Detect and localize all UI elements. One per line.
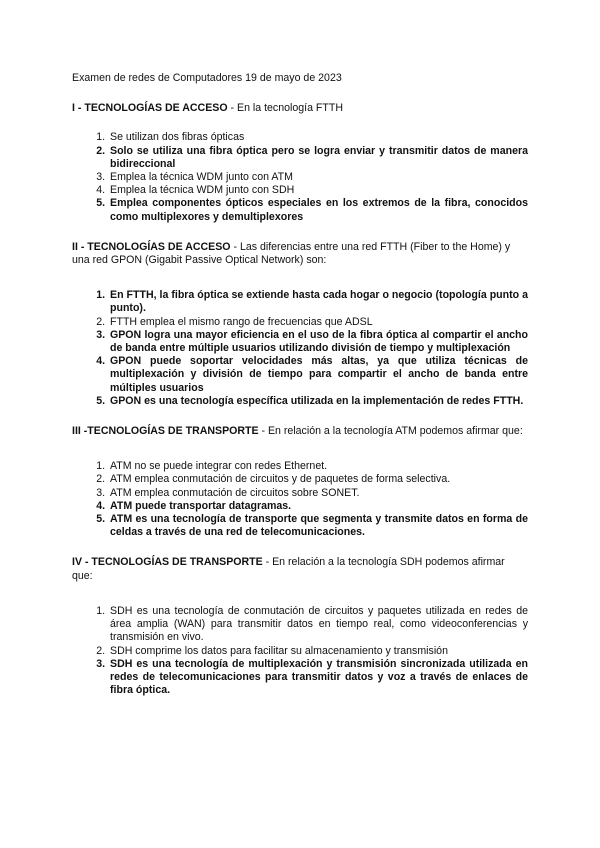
list-item: 4. Emplea la técnica WDM junto con SDH	[108, 184, 528, 197]
document-title: Examen de redes de Computadores 19 de mayo de 2023	[72, 72, 342, 84]
list-item: 4. GPON puede soportar velocidades más altas, ya que utiliza técnicas de multiplexación y división de tiempo para compartir el ancho de banda entre múltiples usuarios	[108, 355, 528, 395]
answer-list	[72, 131, 528, 223]
list-item: 3. Emplea la técnica WDM junto con ATM	[108, 171, 528, 184]
list-item: 2. SDH comprime los datos para facilitar su almacenamiento y transmisión	[108, 645, 528, 658]
section-intro: - En relación a la tecnología ATM podemos afirmar que:	[258, 425, 523, 438]
section-4	[72, 556, 528, 697]
list-item: 5. ATM es una tecnología de transporte que segmenta y transmite datos en forma de celdas a través de una red de telecomunicaciones.	[108, 513, 528, 539]
list-item: 5. GPON es una tecnología específica utilizada en la implementación de redes FTTH.	[108, 395, 528, 408]
document-page	[72, 72, 528, 714]
list-item: 2. FTTH emplea el mismo rango de frecuencias que ADSL	[108, 316, 528, 329]
section-2	[72, 241, 528, 408]
list-item: 3. SDH es una tecnología de multiplexación y transmisión sincronizada utilizada en redes de telecomunicaciones para transmitir datos y voz a través de enlaces de fibra óptica.	[108, 658, 528, 698]
section-intro: - Las diferencias entre una red FTTH (Fiber to the Home) y una red GPON (Gigabit Passive Optical Network) son:	[72, 240, 511, 267]
section-heading	[72, 425, 528, 438]
section-intro: - En relación a la tecnología SDH podemos afirmar que:	[72, 556, 505, 582]
section-1	[72, 102, 528, 224]
list-item: 4. ATM puede transportar datagramas.	[108, 500, 528, 513]
list-item: 3. ATM emplea conmutación de circuitos sobre SONET.	[108, 487, 528, 500]
list-item: 1. Se utilizan dos fibras ópticas	[108, 131, 528, 144]
section-heading	[72, 102, 528, 115]
section-title: II - TECNOLOGÍAS DE ACCESO	[72, 240, 231, 253]
section-heading	[72, 556, 528, 582]
section-title: III -TECNOLOGÍAS DE TRANSPORTE	[72, 425, 259, 438]
answer-list	[72, 289, 528, 408]
section-title: I - TECNOLOGÍAS DE ACCESO	[72, 102, 228, 115]
list-item: 1. En FTTH, la fibra óptica se extiende hasta cada hogar o negocio (topología punto a punto).	[108, 289, 528, 315]
list-item: 2. Solo se utiliza una fibra óptica pero se logra enviar y transmitir datos de manera bidireccional	[108, 145, 528, 171]
list-item: 2. ATM emplea conmutación de circuitos y de paquetes de forma selectiva.	[108, 473, 528, 486]
list-item: 1. SDH es una tecnología de conmutación de circuitos y paquetes utilizada en redes de área amplia (WAN) para transmitir datos en tiempo real, como videoconferencias y transmisión en vivo.	[108, 605, 528, 645]
list-item: 1. ATM no se puede integrar con redes Ethernet.	[108, 460, 528, 473]
section-heading	[72, 241, 528, 267]
list-item: 5. Emplea componentes ópticos especiales en los extremos de la fibra, conocidos como multiplexores y demultiplexores	[108, 197, 528, 223]
section-3	[72, 425, 528, 539]
section-intro: - En la tecnología FTTH	[227, 102, 343, 115]
answer-list	[72, 460, 528, 539]
answer-list	[72, 605, 528, 697]
list-item: 3. GPON logra una mayor eficiencia en el uso de la fibra óptica al compartir el ancho de banda entre múltiple usuarios utilizando división de tiempo y multiplexación	[108, 329, 528, 355]
section-title: IV - TECNOLOGÍAS DE TRANSPORTE	[72, 556, 263, 569]
